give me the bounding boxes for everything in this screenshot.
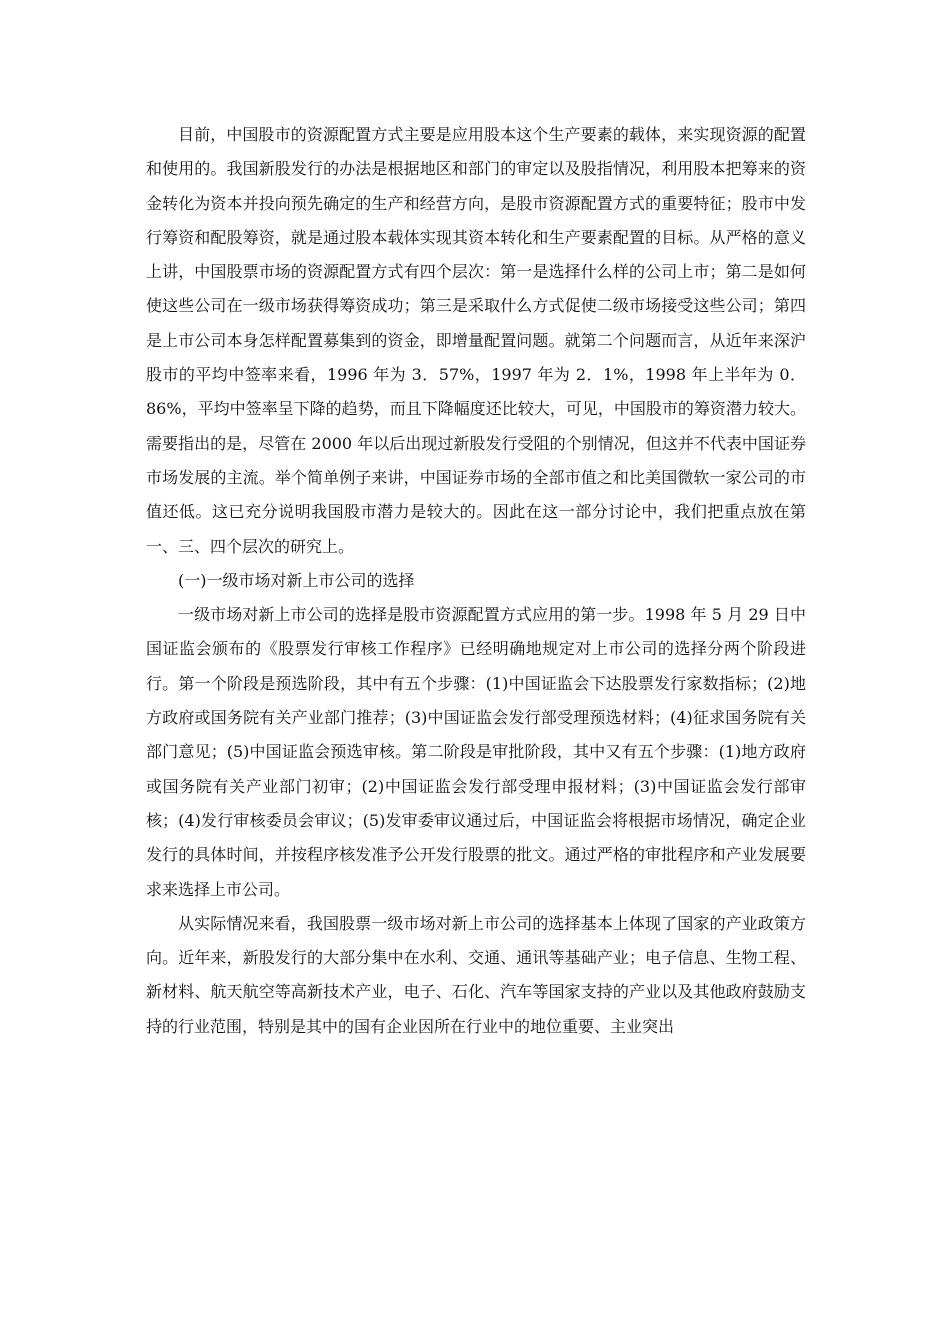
paragraph-industry-policy: 从实际情况来看，我国股票一级市场对新上市公司的选择基本上体现了国家的产业政策方向。近年来，新股发行的大部分集中在水利、交通、通讯等基础产业；电子信息、生物工程、新材料、航天航空等高新技术产业，电子、石化、汽车等国家支持的产业以及其他政府鼓励支持的行业范围，特别是其中的国有企业因所在行业中的地位重要、主业突出 <box>146 913 806 1036</box>
paragraph-listing-procedure: 一级市场对新上市公司的选择是股市资源配置方式应用的第一步。1998 年 5 月 29 日中国证监会颁布的《股票发行审核工作程序》已经明确地规定对上市公司的选择分两个阶段进行。第一个阶段是预选阶段，其中有五个步骤：(1)中国证监会下达股票发行家数指标；(2)地方政府或国务院有关产业部门推荐；(3)中国证监会发行部受理预选材料；(4)征求国务院有关部门意见；(5)中国证监会预选审核。第二阶段是审批阶段，其中又有五个步骤：(1)地方政府或国务院有关产业部门初审；(2)中国证监会发行部受理申报材料；(3)中国证监会发行部审核；(4)发行审核委员会审议；(5)发审委审议通过后，中国证监会将根据市场情况，确定企业发行的具体时间，并按程序核发准予公开发行股票的批文。通过严格的审批程序和产业发展要求来选择上市公司。 <box>146 605 806 899</box>
paragraph-resource-allocation: 目前，中国股市的资源配置方式主要是应用股本这个生产要素的载体，来实现资源的配置和使用的。我国新股发行的办法是根据地区和部门的审定以及股指情况，利用股本把筹来的资金转化为资本并投向预先确定的生产和经营方向，是股市资源配置方式的重要特征；股市中发行筹资和配股筹资，就是通过股本载体实现其资本转化和生产要素配置的目标。从严格的意义上讲，中国股票市场的资源配置方式有四个层次：第一是选择什么样的公司上市；第二是如何使这些公司在一级市场获得筹资成功；第三是采取什么方式促使二级市场接受这些公司；第四是上市公司本身怎样配置募集到的资金，即增量配置问题。就第二个问题而言，从近年来深沪股市的平均中签率来看，1996 年为 3．57%，1997 年为 2．1%，1998 年上半年为 0．86%，平均中签率呈下降的趋势，而且下降幅度还比较大，可见，中国股市的筹资潜力较大。需要指出的是，尽管在 2000 年以后出现过新股发行受阻的个别情况，但这并不代表中国证券市场发展的主流。举个简单例子来讲，中国证券市场的全部市值之和比美国微软一家公司的市值还低。这已充分说明我国股市潜力是较大的。因此在这一部分讨论中，我们把重点放在第一、三、四个层次的研究上。 <box>146 125 806 556</box>
document-body <box>146 118 806 1044</box>
section-heading-primary-market: (一)一级市场对新上市公司的选择 <box>178 570 415 590</box>
